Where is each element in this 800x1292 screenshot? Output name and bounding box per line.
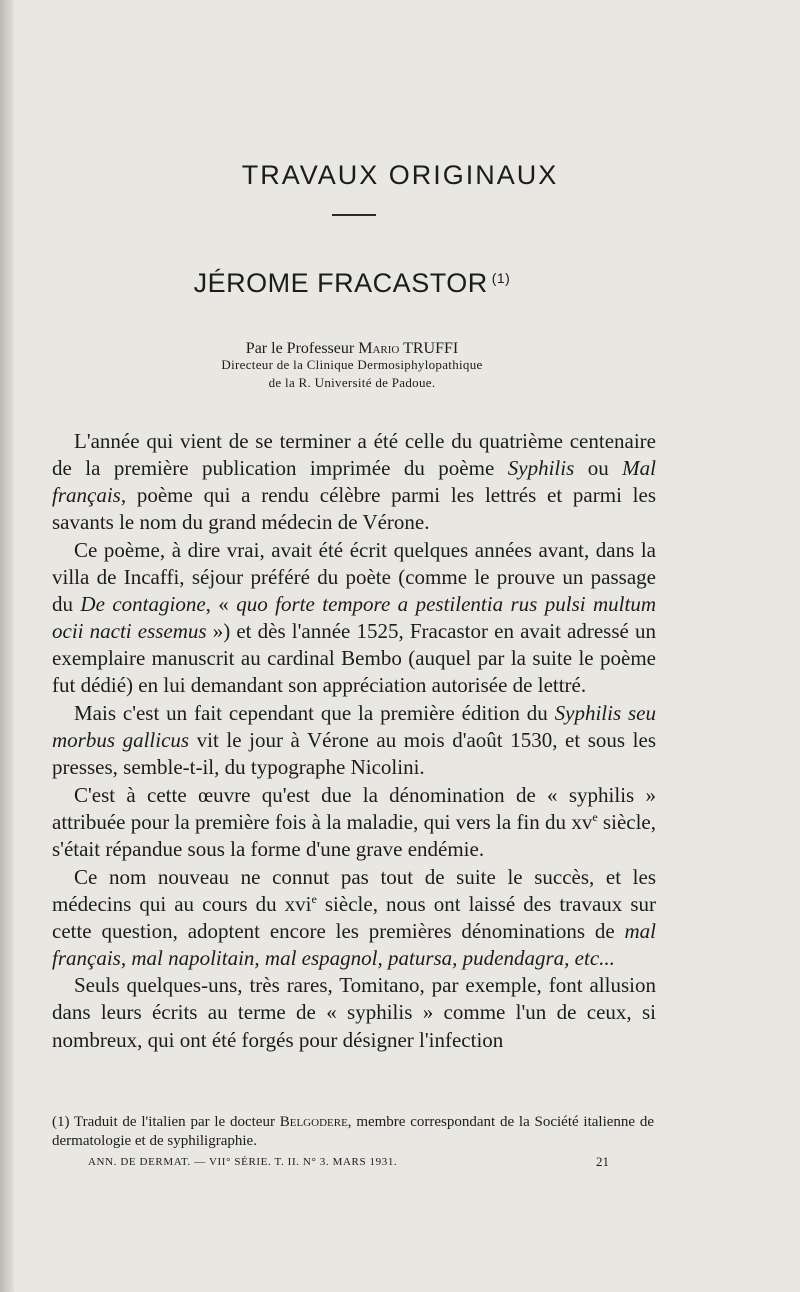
heading-divider [332,214,376,216]
text-run: L'année qui vient de se terminer a été celle du quatrième centenaire de la première publication imprimée du poème [52,429,656,481]
text-run: C'est à cette œuvre qu'est due la dénomination de « syphilis » attribuée pour la première fois à la maladie, qui vers la fin du xv [52,782,656,834]
italic-run: Syphilis [507,456,575,481]
italic-run: quo forte tempore a pestilentia rus pulsi multum ocii nacti essemus [52,592,657,644]
running-footer: ANN. DE DERMAT. — VII° SÉRIE. T. II. N° 3. MARS 1931. [88,1156,398,1168]
author-affiliation-line1: Directeur de la Clinique Dermosiphylopathique [221,357,483,372]
text-run: siècle, s'était répandue sous la forme d'une grave endémie. [52,809,656,861]
section-heading: TRAVAUX ORIGINAUX [241,160,559,190]
body-paragraph [52,972,656,1053]
italic-run: Mal français [52,456,656,508]
article-title-text: JÉROME FRACASTOR [193,268,488,298]
body-paragraph [52,428,656,536]
text-run: Ce poème, à dire vrai, avait été écrit quelques années avant, dans la villa de Incaffi, séjour préféré du poète (comme le prouve un passage du [52,537,656,617]
italic-run: Syphilis seu morbus gallicus [52,700,656,753]
text-run: Ce nom nouveau ne connut pas tout de suite le succès, et les médecins qui au cours du xvi [52,864,656,916]
text-run: ou [574,456,623,481]
body-paragraph [52,782,656,863]
footnote [52,1113,654,1151]
body-paragraph [52,537,656,700]
text-run: , « [205,592,237,617]
body-paragraph [52,864,656,972]
superscript-run: e [311,891,317,906]
text-run: Seuls quelques-uns, très rares, Tomitano, par exemple, font allusion dans leurs écrits au terme de « syphilis » comme l'un de ceux, si nombreux, qui ont été forgés pour désigner l'infection [52,973,656,1052]
footnote-text-before: Traduit de l'italien par le docteur [69,1114,280,1130]
byline [0,340,704,358]
footnote-translator-name: Belgodere [279,1114,348,1130]
superscript-run: e [592,809,598,824]
footnote-text-after: , membre correspondant de la Société italienne de dermatologie et de syphiligraphie. [52,1114,654,1149]
article-body [52,428,656,1054]
article-title [0,268,704,299]
author-last-name: TRUFFI [403,340,459,357]
body-paragraph [52,700,656,781]
text-run: Mais c'est un fait cependant que la première édition du [74,700,555,725]
page-edge [0,0,14,1292]
italic-run: De contagione [80,592,206,617]
byline-prefix: Par le Professeur [245,340,355,357]
text-run: siècle, nous ont laissé des travaux sur cette question, adoptent encore les premières dénominations de [52,891,657,943]
italic-run: mal français, mal napolitain, mal espagnol, patursa, pudendagra, etc... [52,918,656,970]
author-first-name: Mario [358,340,400,357]
text-run: ») et dès l'année 1525, Fracastor en avait adressé un exemplaire manuscrit au cardinal Bembo (auquel par la suite le poème fut dédié) en lui demandant son appréciation autorisée de lettré. [52,619,656,698]
author-affiliation-line2: de la R. Université de Padoue. [268,375,436,390]
text-run: , poème qui a rendu célèbre parmi les lettrés et parmi les savants le nom du grand médecin de Vérone. [52,483,656,535]
footnote-marker: (1) [52,1114,70,1130]
text-run: vit le jour à Vérone au mois d'août 1530, et sous les presses, semble-t-il, du typographe Nicolini. [52,728,656,780]
page-number: 21 [596,1154,609,1169]
title-footnote-marker: (1) [491,270,511,286]
